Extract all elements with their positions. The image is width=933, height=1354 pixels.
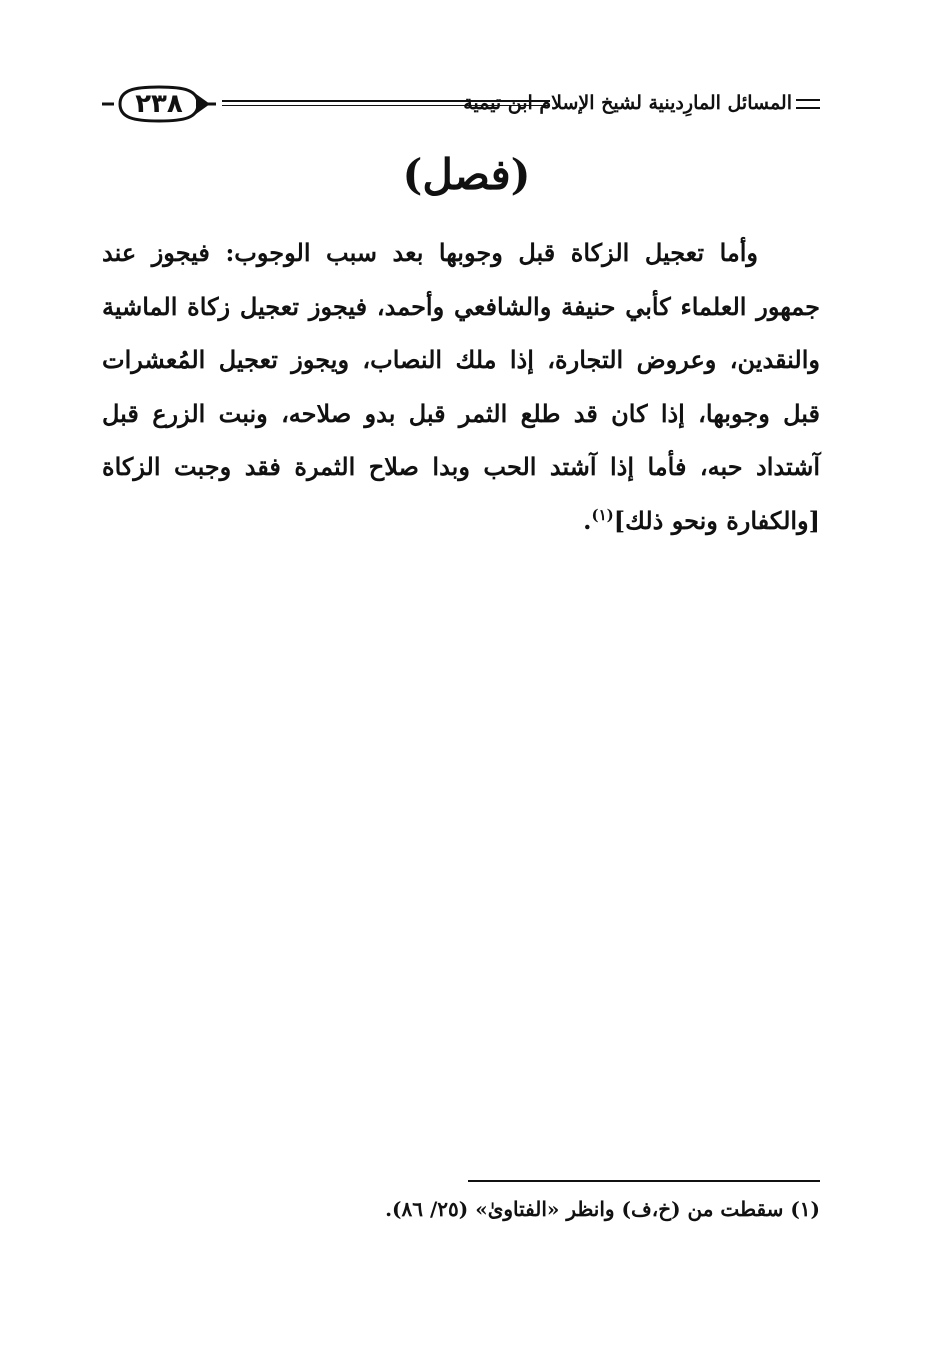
footnote-separator: [468, 1180, 820, 1182]
body-paragraph: [102, 226, 820, 547]
paragraph-text: وأما تعجيل الزكاة قبل وجوبها بعد سبب الوجوب: فيجوز عند جمهور العلماء كأبي حنيفة والشافعي وأحمد، فيجوز تعجيل زكاة الماشية والنقدين، وعروض التجارة، إذا ملك النصاب، ويجوز تعجيل المُعشرات قبل وجوبها، إذا كان قد طلع الثمر قبل بدو صلاحه، ونبت الزرع قبل آشتداد حبه، فأما إذا آشتد الحب وبدا صلاح الثمرة فقد وجبت الزكاة [والكفارة ونحو ذلك]: [102, 238, 821, 535]
header-end-mark: [796, 99, 820, 109]
page-header: [100, 84, 820, 124]
running-title: المسائل المارِدينية لشيخ الإسلام ابن تيمية: [463, 92, 792, 114]
page-number-badge: [100, 84, 218, 124]
main-text: [102, 226, 820, 547]
paragraph-end-punctuation: .: [583, 505, 592, 535]
page-number: ٢٣٨: [135, 89, 183, 119]
footnote: (١) سقطت من (خ،ف) وانظر «الفتاوىٰ» (٢٥/ ٨٦).: [385, 1197, 820, 1221]
footnote-reference[interactable]: (١): [591, 505, 614, 524]
section-heading: (فصل): [402, 150, 531, 199]
